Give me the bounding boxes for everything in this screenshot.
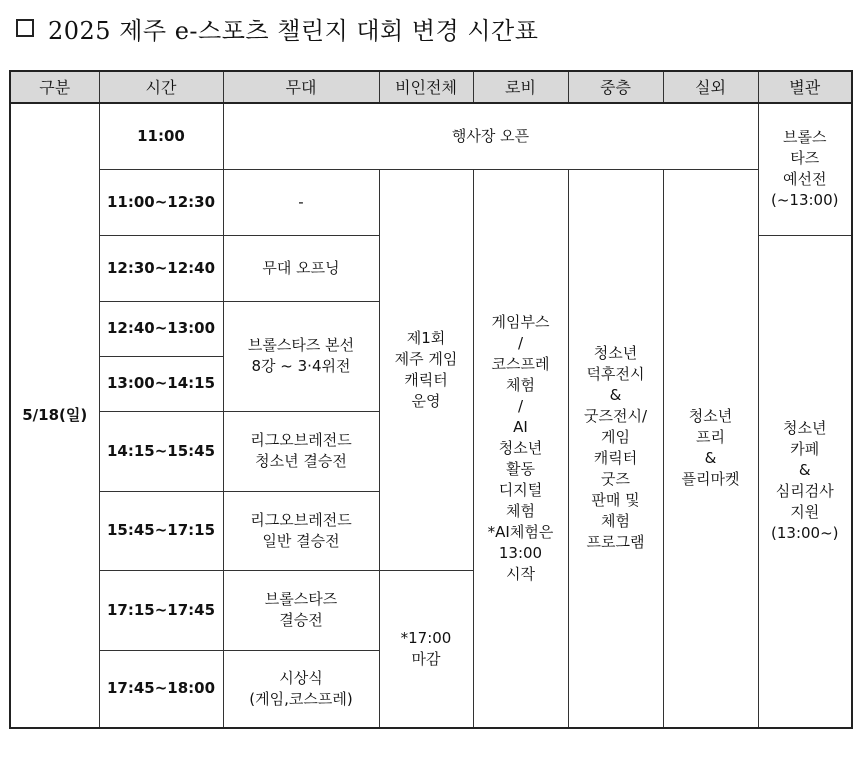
annex-top-cell: 브롤스 타즈 예선전 (~13:00) [758, 103, 852, 235]
stage-cell: 브롤스타즈 결승전 [223, 570, 379, 650]
annex-bottom-cell: 청소년 카페 & 심리검사 지원 (13:00~) [758, 235, 852, 728]
bien-close-cell: *17:00 마감 [379, 570, 473, 728]
document-title [16, 12, 538, 44]
header-row [10, 71, 852, 103]
header-bien: 비인전체 [379, 71, 473, 103]
time-cell: 11:00~12:30 [99, 169, 223, 235]
stage-cell: 브롤스타즈 본선 8강 ~ 3·4위전 [223, 301, 379, 411]
time-cell: 13:00~14:15 [99, 356, 223, 411]
stage-cell: 시상식 (게임,코스프레) [223, 650, 379, 728]
header-stage: 무대 [223, 71, 379, 103]
stage-cell: 리그오브레전드 청소년 결승전 [223, 411, 379, 491]
stage-cell: - [223, 169, 379, 235]
date-cell: 5/18(일) [10, 103, 99, 728]
lobby-cell: 게임부스 / 코스프레 체험 / AI 청소년 활동 디지털 체험 *AI체험은 13:00 시작 [473, 169, 568, 728]
time-cell: 15:45~17:15 [99, 491, 223, 570]
mezzanine-cell: 청소년 덕후전시 & 굿즈전시/ 게임 캐릭터 굿즈 판매 및 체험 프로그램 [568, 169, 663, 728]
stage-cell: 리그오브레전드 일반 결승전 [223, 491, 379, 570]
header-outdoor: 실외 [663, 71, 758, 103]
time-cell: 12:40~13:00 [99, 301, 223, 356]
outdoor-cell: 청소년 프리 & 플리마켓 [663, 169, 758, 728]
venue-open-cell: 행사장 오픈 [223, 103, 758, 169]
header-annex: 별관 [758, 71, 852, 103]
checkbox-square-icon [16, 19, 34, 37]
table-row [10, 103, 852, 169]
time-cell: 12:30~12:40 [99, 235, 223, 301]
bien-program-cell: 제1회 제주 게임 캐릭터 운영 [379, 169, 473, 570]
title-text: 2025 제주 e-스포츠 챌린지 대회 변경 시간표 [48, 16, 539, 45]
time-cell: 17:15~17:45 [99, 570, 223, 650]
table-row [10, 169, 852, 235]
schedule-table [9, 70, 853, 729]
time-cell: 17:45~18:00 [99, 650, 223, 728]
header-mezzanine: 중층 [568, 71, 663, 103]
time-cell: 11:00 [99, 103, 223, 169]
header-category: 구분 [10, 71, 99, 103]
time-cell: 14:15~15:45 [99, 411, 223, 491]
stage-cell: 무대 오프닝 [223, 235, 379, 301]
header-time: 시간 [99, 71, 223, 103]
header-lobby: 로비 [473, 71, 568, 103]
